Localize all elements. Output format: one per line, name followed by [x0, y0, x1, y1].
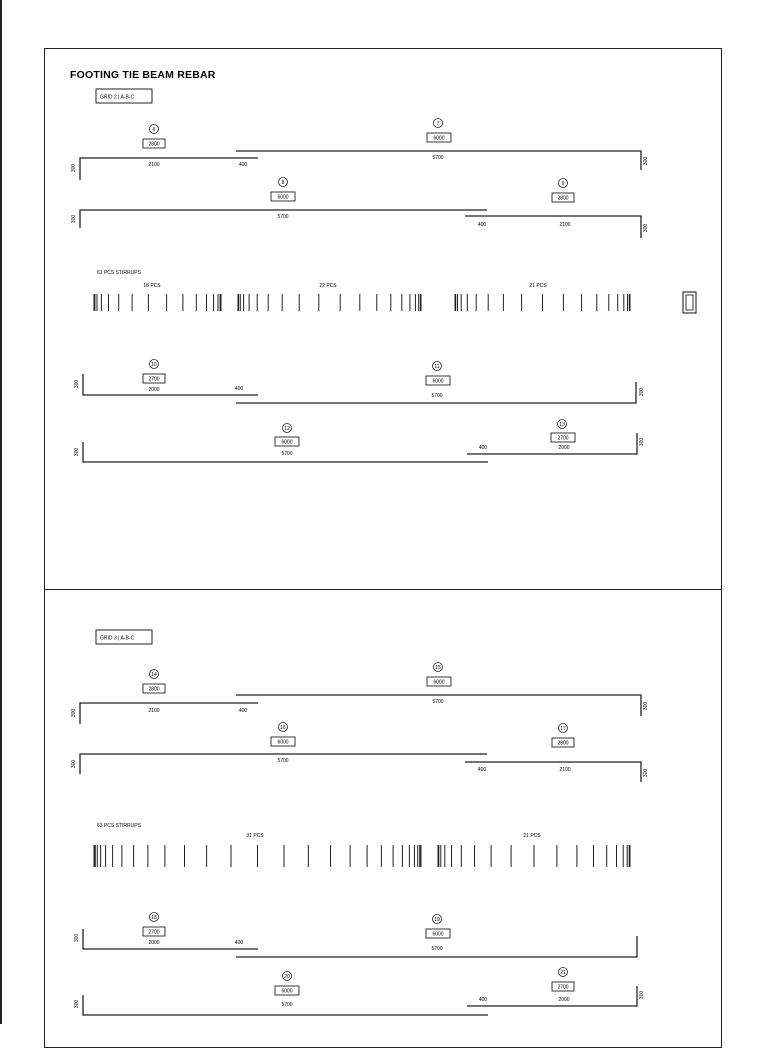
- lap-label: 400: [477, 767, 487, 773]
- grid-label: GRID 2 | A-B-C: [100, 94, 135, 101]
- bar-13: [467, 420, 645, 455]
- rebar-line: [83, 374, 258, 395]
- bar-mark: 12: [284, 426, 290, 432]
- stirrup-group-label: 21 PCS: [529, 283, 547, 289]
- bar-mark: 17: [560, 726, 566, 732]
- stirrup-group-label: 31 PCS: [246, 833, 264, 839]
- hook-label: 300: [643, 701, 649, 711]
- bar-16: [71, 723, 487, 775]
- bar-12: [74, 424, 488, 463]
- length-label: 6000: [277, 194, 289, 201]
- lap-label: 400: [238, 162, 248, 168]
- segment-label: 5700: [432, 699, 444, 705]
- hook-label: 300: [74, 933, 80, 943]
- length-label: 6000: [432, 931, 444, 938]
- length-label: 2800: [148, 141, 160, 148]
- bar-10: [74, 360, 258, 396]
- lap-label: 400: [477, 222, 487, 228]
- bar-mark: 15: [435, 665, 441, 671]
- hook-label: 300: [643, 156, 649, 166]
- hook-label: 300: [74, 999, 80, 1009]
- panel-grid-2: [71, 89, 696, 462]
- length-label: 6000: [433, 679, 445, 686]
- bar-17: [465, 724, 649, 783]
- hook-label: 300: [639, 990, 645, 1000]
- hook-label: 300: [643, 223, 649, 233]
- bar-7: [236, 119, 649, 171]
- drawing-title: FOOTING TIE BEAM REBAR: [70, 69, 216, 81]
- stirrup-ticks: [94, 294, 630, 311]
- segment-label: 5700: [281, 451, 293, 457]
- bar-mark: 19: [434, 917, 440, 923]
- bar-19: [236, 915, 637, 958]
- hook-label: 300: [74, 447, 80, 457]
- segment-label: 5700: [277, 758, 289, 764]
- length-label: 2800: [557, 740, 569, 747]
- bar-11: [236, 362, 645, 404]
- rebar-line: [465, 216, 641, 238]
- lap-label: 400: [234, 940, 244, 946]
- lap-label: 400: [238, 708, 248, 714]
- stirrup-total-label: 63 PCS STIRRUPS: [97, 823, 141, 829]
- lap-label: 400: [234, 386, 244, 392]
- segment-label: 2000: [148, 387, 160, 393]
- length-label: 2700: [148, 929, 160, 936]
- bar-mark: 13: [559, 422, 565, 428]
- bar-mark: 21: [560, 970, 566, 976]
- segment-label: 2100: [559, 767, 571, 773]
- bar-mark: 18: [151, 915, 157, 921]
- bar-18: [74, 913, 258, 950]
- segment-label: 2000: [148, 940, 160, 946]
- hook-label: 300: [71, 163, 77, 173]
- length-label: 2700: [148, 376, 160, 383]
- lap-label: 400: [478, 445, 488, 451]
- segment-label: 5700: [431, 393, 443, 399]
- segment-label: 2000: [558, 997, 570, 1003]
- stirrup-row: [94, 270, 696, 313]
- segment-label: 5700: [277, 214, 289, 220]
- stirrup-ticks: [94, 845, 630, 867]
- length-label: 2700: [557, 984, 569, 991]
- hook-label: 300: [639, 387, 645, 397]
- bar-mark: 9: [561, 181, 565, 187]
- hook-label: 300: [71, 759, 77, 769]
- segment-label: 2000: [558, 445, 570, 451]
- panel-grid-3: [71, 630, 649, 1015]
- hook-label: 300: [71, 708, 77, 718]
- bar-mark: 7: [436, 121, 440, 127]
- lap-label: 400: [478, 997, 488, 1003]
- rebar-line: [80, 703, 258, 724]
- segment-label: 2100: [148, 162, 160, 168]
- bar-mark: 8: [281, 180, 285, 186]
- length-label: 6000: [281, 439, 293, 446]
- bar-mark: 6: [152, 127, 156, 133]
- hook-label: 300: [643, 768, 649, 778]
- segment-label: 5700: [431, 946, 443, 952]
- length-label: 6000: [433, 135, 445, 142]
- segment-label: 2100: [148, 708, 160, 714]
- length-label: 2800: [557, 195, 569, 202]
- rebar-line: [467, 433, 637, 454]
- hook-label: 300: [639, 437, 645, 447]
- grid-label: GRID 3 | A-B-C: [100, 635, 135, 642]
- hook-label: 300: [74, 379, 80, 389]
- bar-mark: 14: [151, 672, 157, 678]
- bar-21: [467, 968, 645, 1007]
- stirrup-total-label: 61 PCS STIRRUPS: [97, 270, 141, 276]
- bar-mark: 11: [434, 364, 440, 370]
- segment-label: 2100: [559, 222, 571, 228]
- bar-9: [465, 179, 649, 239]
- rebar-line: [80, 754, 487, 774]
- rebar-line: [83, 929, 258, 949]
- rebar-line: [465, 762, 641, 782]
- stirrup-row: [94, 823, 630, 867]
- bar-mark: 16: [280, 725, 286, 731]
- length-label: 6000: [432, 378, 444, 385]
- bar-20: [74, 972, 488, 1016]
- stirrup-group-label: 18 PCS: [143, 283, 161, 289]
- stirrup-group-label: 22 PCS: [319, 283, 337, 289]
- stirrup-group-label: 21 PCS: [523, 833, 541, 839]
- bar-6: [71, 125, 258, 181]
- length-label: 2700: [557, 435, 569, 442]
- bar-15: [236, 663, 649, 717]
- segment-label: 5700: [281, 1002, 293, 1008]
- bar-8: [71, 178, 487, 229]
- bar-mark: 10: [151, 362, 157, 368]
- rebar-line: [80, 158, 258, 180]
- bar-14: [71, 670, 258, 725]
- hook-label: 300: [71, 214, 77, 224]
- segment-label: 5700: [432, 155, 444, 161]
- bar-mark: 20: [284, 974, 290, 980]
- stirrup-section-inner: [686, 295, 693, 310]
- length-label: 2800: [148, 686, 160, 693]
- length-label: 6000: [281, 988, 293, 995]
- length-label: 6000: [277, 739, 289, 746]
